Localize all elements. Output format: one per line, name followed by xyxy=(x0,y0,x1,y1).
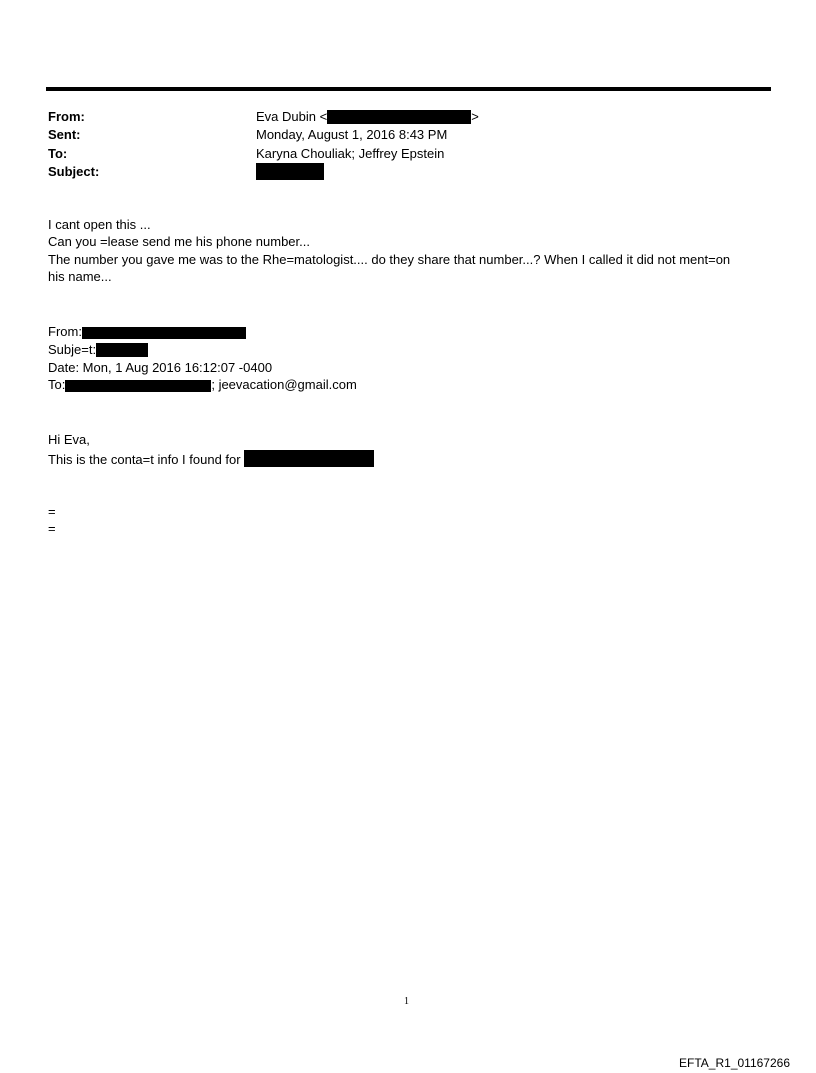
contact-line xyxy=(48,450,374,468)
sent-label: Sent: xyxy=(48,127,81,142)
from-value xyxy=(256,108,479,126)
body-line: Can you =lease send me his phone number... xyxy=(48,234,310,249)
quoted-to-rest: ; jeevacation@gmail.com xyxy=(211,377,357,392)
subject-label: Subject: xyxy=(48,164,100,179)
quoted-to-line xyxy=(48,377,357,393)
quoted-date-line: Date: Mon, 1 Aug 2016 16:12:07 -0400 xyxy=(48,360,273,375)
redaction-block xyxy=(244,450,374,467)
from-label: From: xyxy=(48,109,85,124)
quoted-subject-label: Subje=t: xyxy=(48,342,97,357)
sent-value: Monday, August 1, 2016 8:43 PM xyxy=(256,127,448,142)
contact-text: This is the conta=t info I found for xyxy=(48,452,241,467)
equals-line: = xyxy=(48,521,56,536)
quoted-subject-line xyxy=(48,342,148,358)
from-name: Eva Dubin < xyxy=(256,109,328,124)
body-line: his name... xyxy=(48,269,112,284)
equals-line: = xyxy=(48,504,56,519)
redaction-block xyxy=(327,110,471,124)
redaction-block xyxy=(96,343,148,357)
to-value: Karyna Chouliak; Jeffrey Epstein xyxy=(256,146,445,161)
redaction-block xyxy=(256,163,324,180)
body-line: I cant open this ... xyxy=(48,217,151,232)
document-id: EFTA_R1_01167266 xyxy=(679,1056,790,1070)
quoted-from-label: From: xyxy=(48,324,82,339)
to-label: To: xyxy=(48,146,68,161)
page-number: 1 xyxy=(404,996,409,1007)
quoted-from-line xyxy=(48,324,246,340)
redaction-block xyxy=(65,380,211,392)
subject-value xyxy=(256,163,324,182)
body-line: The number you gave me was to the Rhe=matologist.... do they share that number...? When I called it did not ment=on xyxy=(48,252,731,267)
redaction-block xyxy=(82,327,246,339)
quoted-to-label: To: xyxy=(48,377,66,392)
from-close: > xyxy=(471,109,479,124)
header-rule xyxy=(46,87,771,91)
greeting-line: Hi Eva, xyxy=(48,432,90,447)
